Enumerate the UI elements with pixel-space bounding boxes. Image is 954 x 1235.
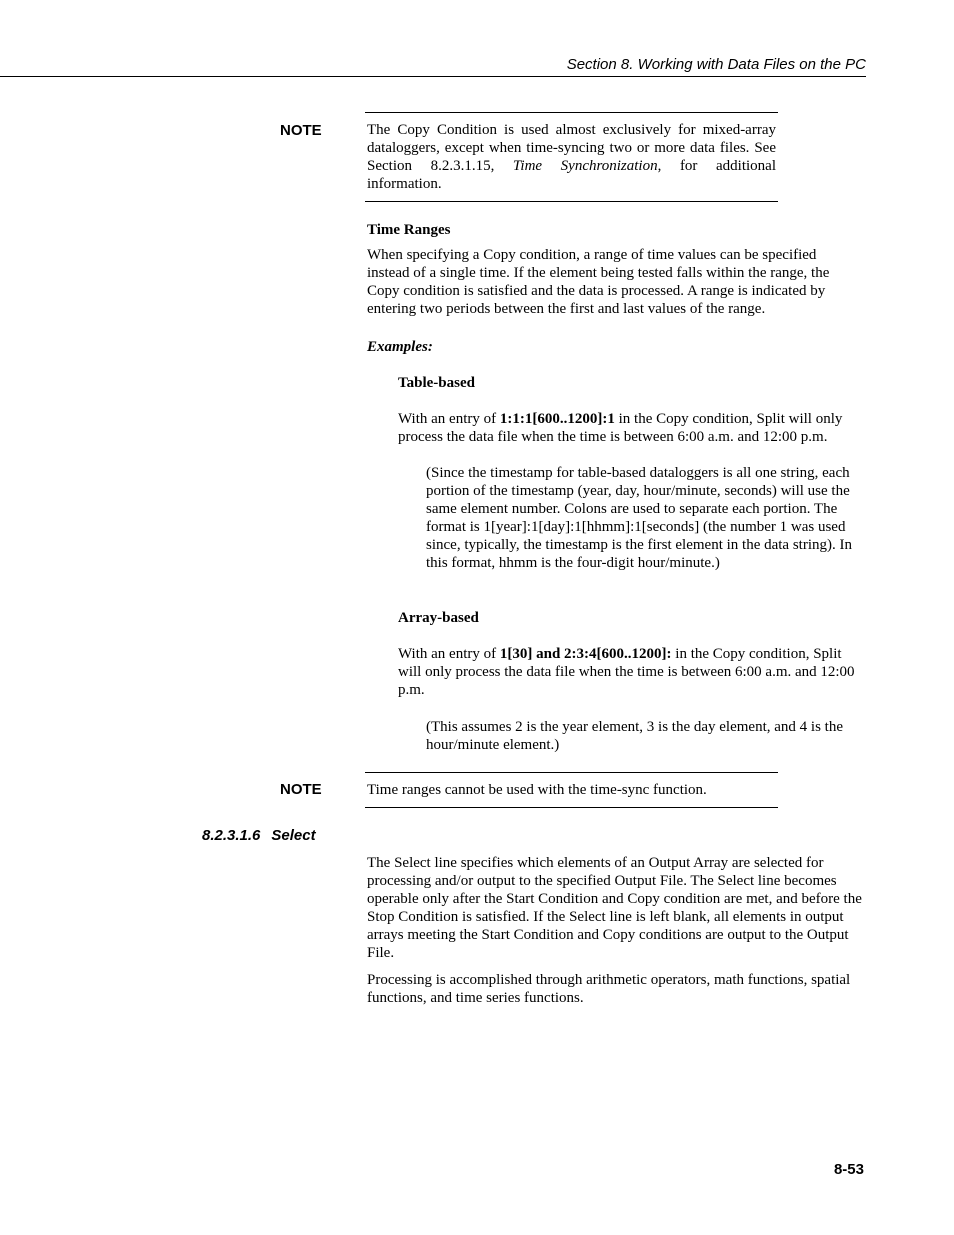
note-label: NOTE [280,122,322,139]
note-top-rule [365,772,778,773]
note-bottom-rule [365,201,778,202]
note-bottom-rule [365,807,778,808]
array-based-heading: Array-based [398,610,479,626]
select-paragraph: The Select line specifies which elements of an Output Array are selected for processing and/or output to the specified Output File. The Select line becomes operable only after the Start Condition and Copy condition are met, and before the Stop Condition is satisfied. If the Select line is left blank, all elements in output arrays meeting the Start Condition and Copy conditions are output to the Output File. [367,855,862,961]
note-text: Time ranges cannot be used with the time-sync function. [367,782,707,798]
note-italic-reference: Time Synchronization [512,158,658,174]
section-heading [202,827,316,844]
note-text: The Copy Condition is used almost exclusively for mixed-array dataloggers, except when time-syncing two or more data files. See Section 8.2.3.1.15, Time Synchronization, for additional information. [367,122,776,192]
running-header: Section 8. Working with Data Files on the PC [566,56,866,73]
section-title: Select [271,827,316,844]
time-ranges-heading: Time Ranges [367,222,451,238]
time-ranges-paragraph: When specifying a Copy condition, a range of time values can be specified instead of a single time. If the element being tested falls within the range, the Copy condition is satisfied and the data is processed. A range is indicated by entering two periods between the first and last values of the range. [367,247,830,317]
table-based-paragraph: With an entry of 1:1:1[600..1200]:1 in the Copy condition, Split will only process the data file when the time is between 6:00 a.m. and 12:00 p.m. [398,411,843,445]
table-based-entry: 1:1:1[600..1200]:1 [499,411,615,427]
table-based-heading: Table-based [398,375,475,391]
table-based-note: (Since the timestamp for table-based dataloggers is all one string, each portion of the timestamp (year, day, hour/minute, seconds) will use the same element number. Colons are used to separate each portion. The format is 1[year]:1[day]:1[hhmm]:1[seconds] (the number 1 was used since, typically, the timestamp is the first element in the data string). In this format, hhmm is the four-digit hour/minute.) [426,465,852,571]
array-based-note: (This assumes 2 is the year element, 3 is the day element, and 4 is the hour/minute element.) [426,719,843,753]
examples-label: Examples: [367,339,433,355]
page-number: 8-53 [833,1161,864,1178]
array-based-paragraph: With an entry of 1[30] and 2:3:4[600..1200]: in the Copy condition, Split will only process the data file when the time is between 6:00 a.m. and 12:00 p.m. [398,646,855,698]
select-paragraph: Processing is accomplished through arithmetic operators, math functions, spatial functions, and time series functions. [367,972,851,1006]
header-rule [0,76,866,77]
note-label: NOTE [280,781,322,798]
note-top-rule [365,112,778,113]
section-number: 8.2.3.1.6 [202,827,261,844]
array-based-entry: 1[30] and 2:3:4[600..1200]: [499,646,672,662]
